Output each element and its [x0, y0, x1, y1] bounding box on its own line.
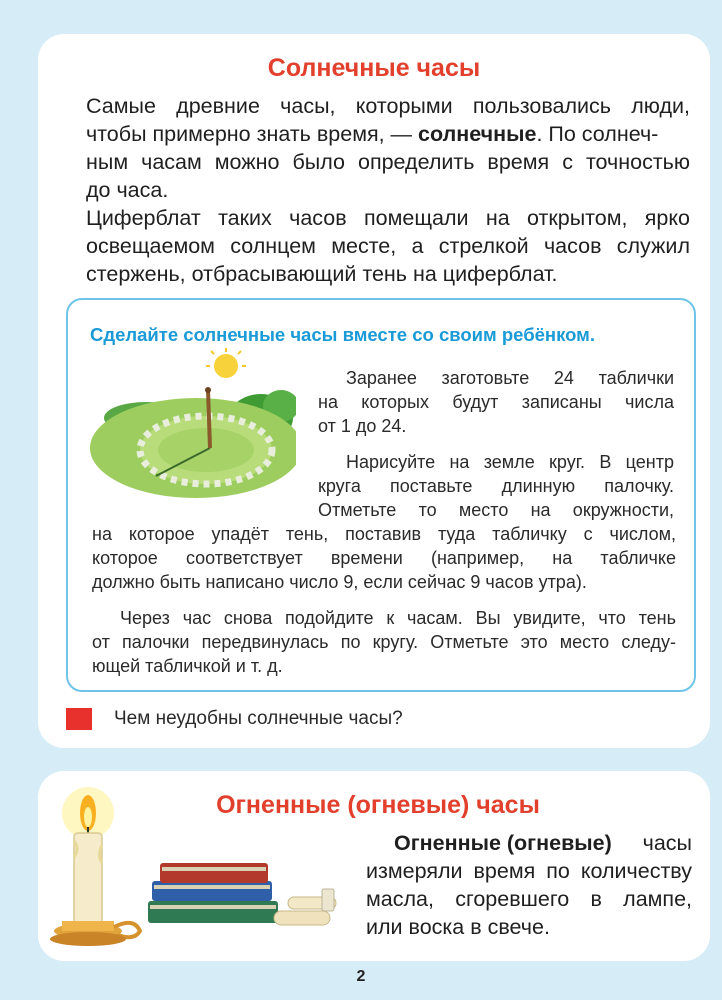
- instruction-heading: Сделайте солнечные часы вместе со своим ребёнком.: [90, 324, 595, 345]
- text-line-with-bold: [86, 120, 690, 148]
- text-line: Отметьте то место на окружности,: [318, 500, 674, 520]
- text-line-with-bold: [366, 829, 692, 857]
- sundial-card: [38, 34, 710, 748]
- text-line: от палочки передвинулась по кругу. Отметьте это место следу-: [92, 632, 676, 652]
- text-fragment: часы: [642, 831, 692, 855]
- text-line: или воска в свече.: [366, 915, 550, 939]
- books-stack: [148, 863, 278, 923]
- text-line: Самые древние часы, которыми пользовались люди,: [86, 94, 690, 118]
- text-fragment: чтобы примерно знать время, —: [86, 122, 413, 146]
- text-line: Через час снова подойдите к часам. Вы увидите, что тень: [120, 608, 676, 628]
- instruction-box: [66, 298, 696, 692]
- text-line: освещаемом солнцем месте, а стрелкой часов служил: [86, 234, 690, 258]
- text-line: Нарисуйте на земле круг. В центр: [346, 452, 674, 472]
- sundial-illustration: [86, 348, 296, 498]
- page-number: 2: [356, 968, 366, 985]
- text-fragment: . По солнеч-: [536, 122, 659, 146]
- text-line: от 1 до 24.: [318, 416, 407, 436]
- text-line: на которое упадёт тень, поставив туда табличку с числом,: [92, 524, 676, 544]
- text-line: измеряли время по количеству: [366, 859, 692, 883]
- text-line: до часа.: [86, 178, 169, 202]
- fire-clock-card: [38, 771, 710, 961]
- question-text: Чем неудобны солнечные часы?: [114, 708, 403, 729]
- fire-clock-title: Огненные (огневые) часы: [216, 791, 540, 819]
- bold-term: Огненные (огневые): [394, 831, 612, 855]
- sundial-paragraph-2: [86, 204, 690, 288]
- question-row: [66, 706, 403, 732]
- instruction-paragraph-2-continued: [92, 522, 676, 594]
- text-line: ющей табличкой и т. д.: [92, 656, 283, 676]
- instruction-paragraph-3: [92, 606, 676, 678]
- text-line: круга поставьте длинную палочку.: [318, 476, 674, 496]
- text-line: стержень, отбрасывающий тень на циферблат.: [86, 262, 558, 286]
- text-line: которое соответствует времени (например, на табличке: [92, 548, 676, 568]
- text-line: должно быть написано число 9, если сейчас 9 часов утра).: [92, 572, 587, 592]
- sundial-paragraph-1: [86, 92, 690, 204]
- instruction-paragraph-2: [318, 450, 674, 522]
- text-line: ным часам можно было определить время с точностью: [86, 150, 690, 174]
- text-line: Циферблат таких часов помещали на открытом, ярко: [86, 206, 690, 230]
- red-square-marker-icon: [66, 708, 92, 730]
- text-line: Заранее заготовьте 24 таблички: [346, 368, 674, 388]
- text-line: на которых будут записаны числа: [318, 392, 674, 412]
- sundial-title: Солнечные часы: [267, 54, 481, 82]
- instruction-paragraph-1: [318, 366, 674, 438]
- text-line: масла, сгоревшего в лампе,: [366, 887, 692, 911]
- gnomon-stick: [208, 390, 210, 448]
- fire-clock-paragraph: [366, 829, 692, 941]
- sun-icon: [214, 354, 238, 378]
- bold-term: солнечные: [418, 122, 537, 146]
